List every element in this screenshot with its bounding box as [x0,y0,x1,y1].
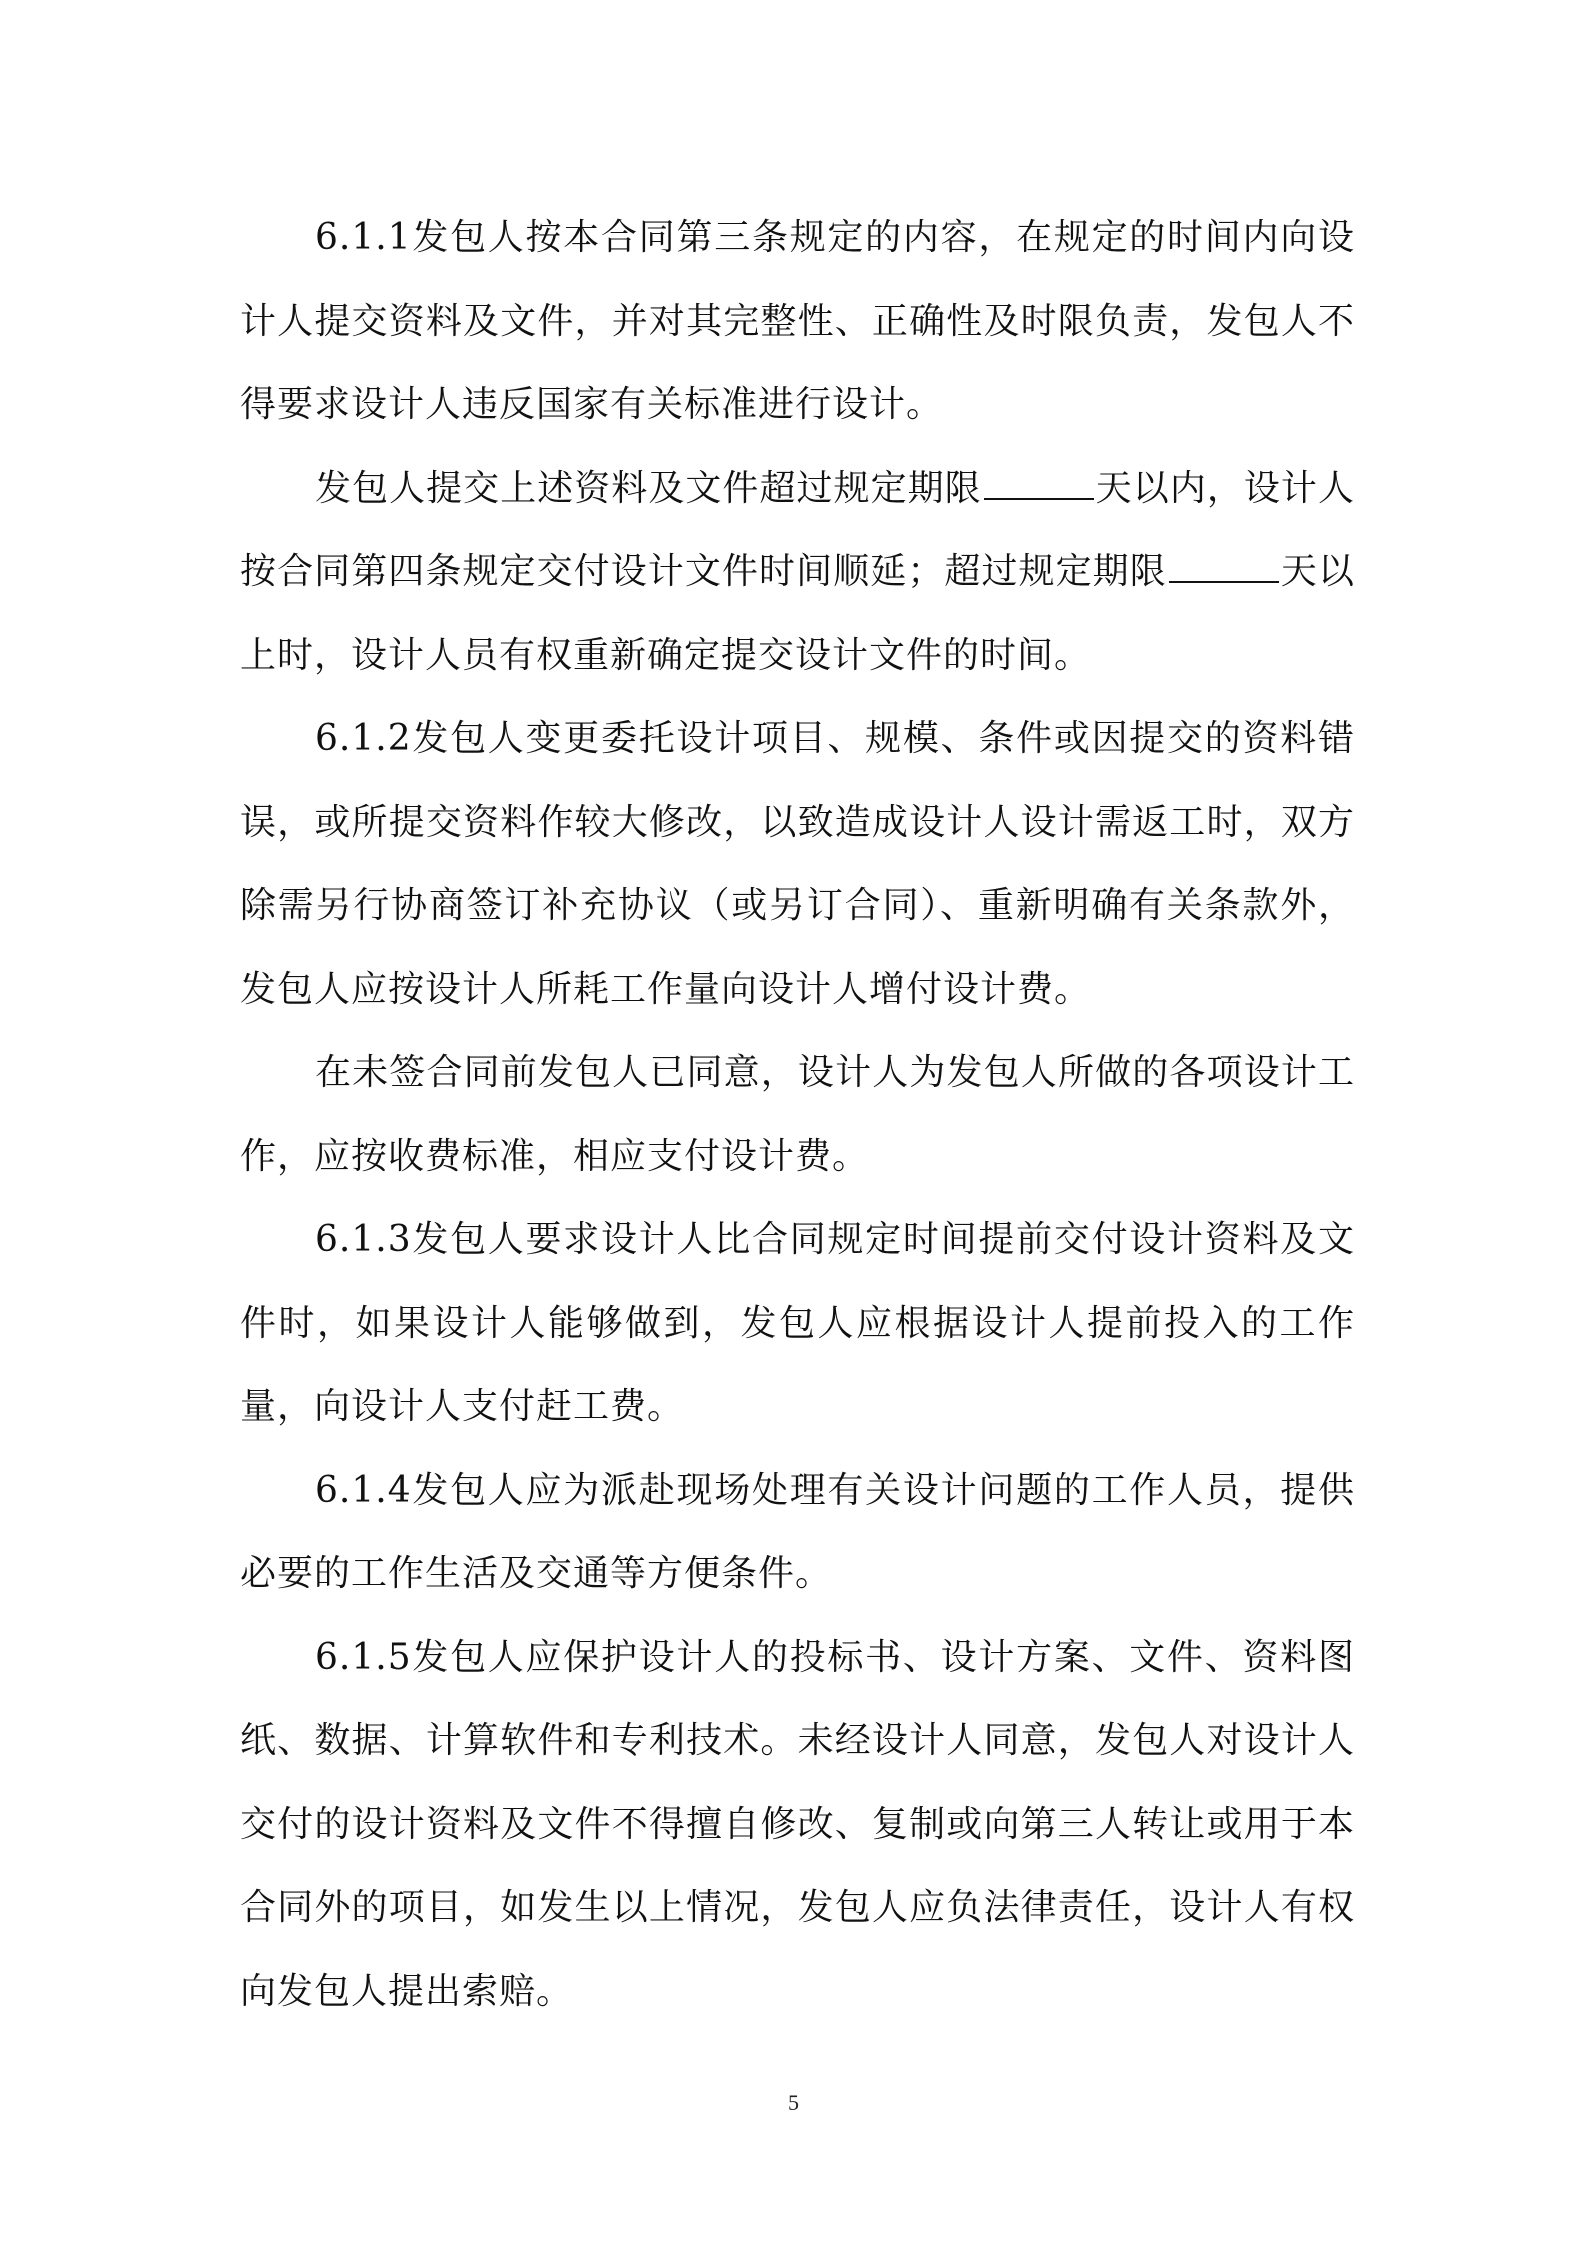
clause-unsigned-work: 在未签合同前发包人已同意，设计人为发包人所做的各项设计工作，应按收费标准，相应支付设计费。 [240,1052,1355,1177]
overdue-text-part-1: 发包人提交上述资料及文件超过规定期限 [315,467,982,509]
clause-6-1-1: 6.1.1发包人按本合同第三条规定的内容，在规定的时间内向设计人提交资料及文件，并对其完整性、正确性及时限负责，发包人不得要求设计人违反国家有关标准进行设计。 [240,217,1355,425]
clause-6-1-5: 6.1.5发包人应保护设计人的投标书、设计方案、文件、资料图纸、数据、计算软件和专利技术。未经设计人同意，发包人对设计人交付的设计资料及文件不得擅自修改、复制或向第三人转让或用于本合同外的项目，如发生以上情况，发包人应负法律责任，设计人有权向发包人提出索赔。 [240,1636,1355,2012]
clause-6-1-3: 6.1.3发包人要求设计人比合同规定时间提前交付设计资料及文件时，如果设计人能够做到，发包人应根据设计人提前投入的工作量，向设计人支付赶工费。 [240,1219,1355,1427]
clause-overdue-provision [240,447,1355,698]
clause-6-1-2: 6.1.2发包人变更委托设计项目、规模、条件或因提交的资料错误，或所提交资料作较大修改，以致造成设计人设计需返工时，双方除需另行协商签订补充协议（或另订合同）、重新明确有关条款外，发包人应按设计人所耗工作量向设计人增付设计费。 [240,718,1355,1010]
clause-6-1-4: 6.1.4发包人应为派赴现场处理有关设计问题的工作人员，提供必要的工作生活及交通等方便条件。 [240,1469,1355,1594]
days-blank-2 [1169,547,1279,583]
page-number: 5 [788,2090,799,2115]
overdue-text-part-3: 天以上时，设计人员有权重新确定提交设计文件的时间。 [240,551,1355,676]
document-body [240,196,1355,2033]
overdue-text-part-2: 天以内，设计人按合同第四条规定交付设计文件时间顺延；超过规定期限 [240,467,1355,592]
days-blank-1 [984,464,1094,500]
